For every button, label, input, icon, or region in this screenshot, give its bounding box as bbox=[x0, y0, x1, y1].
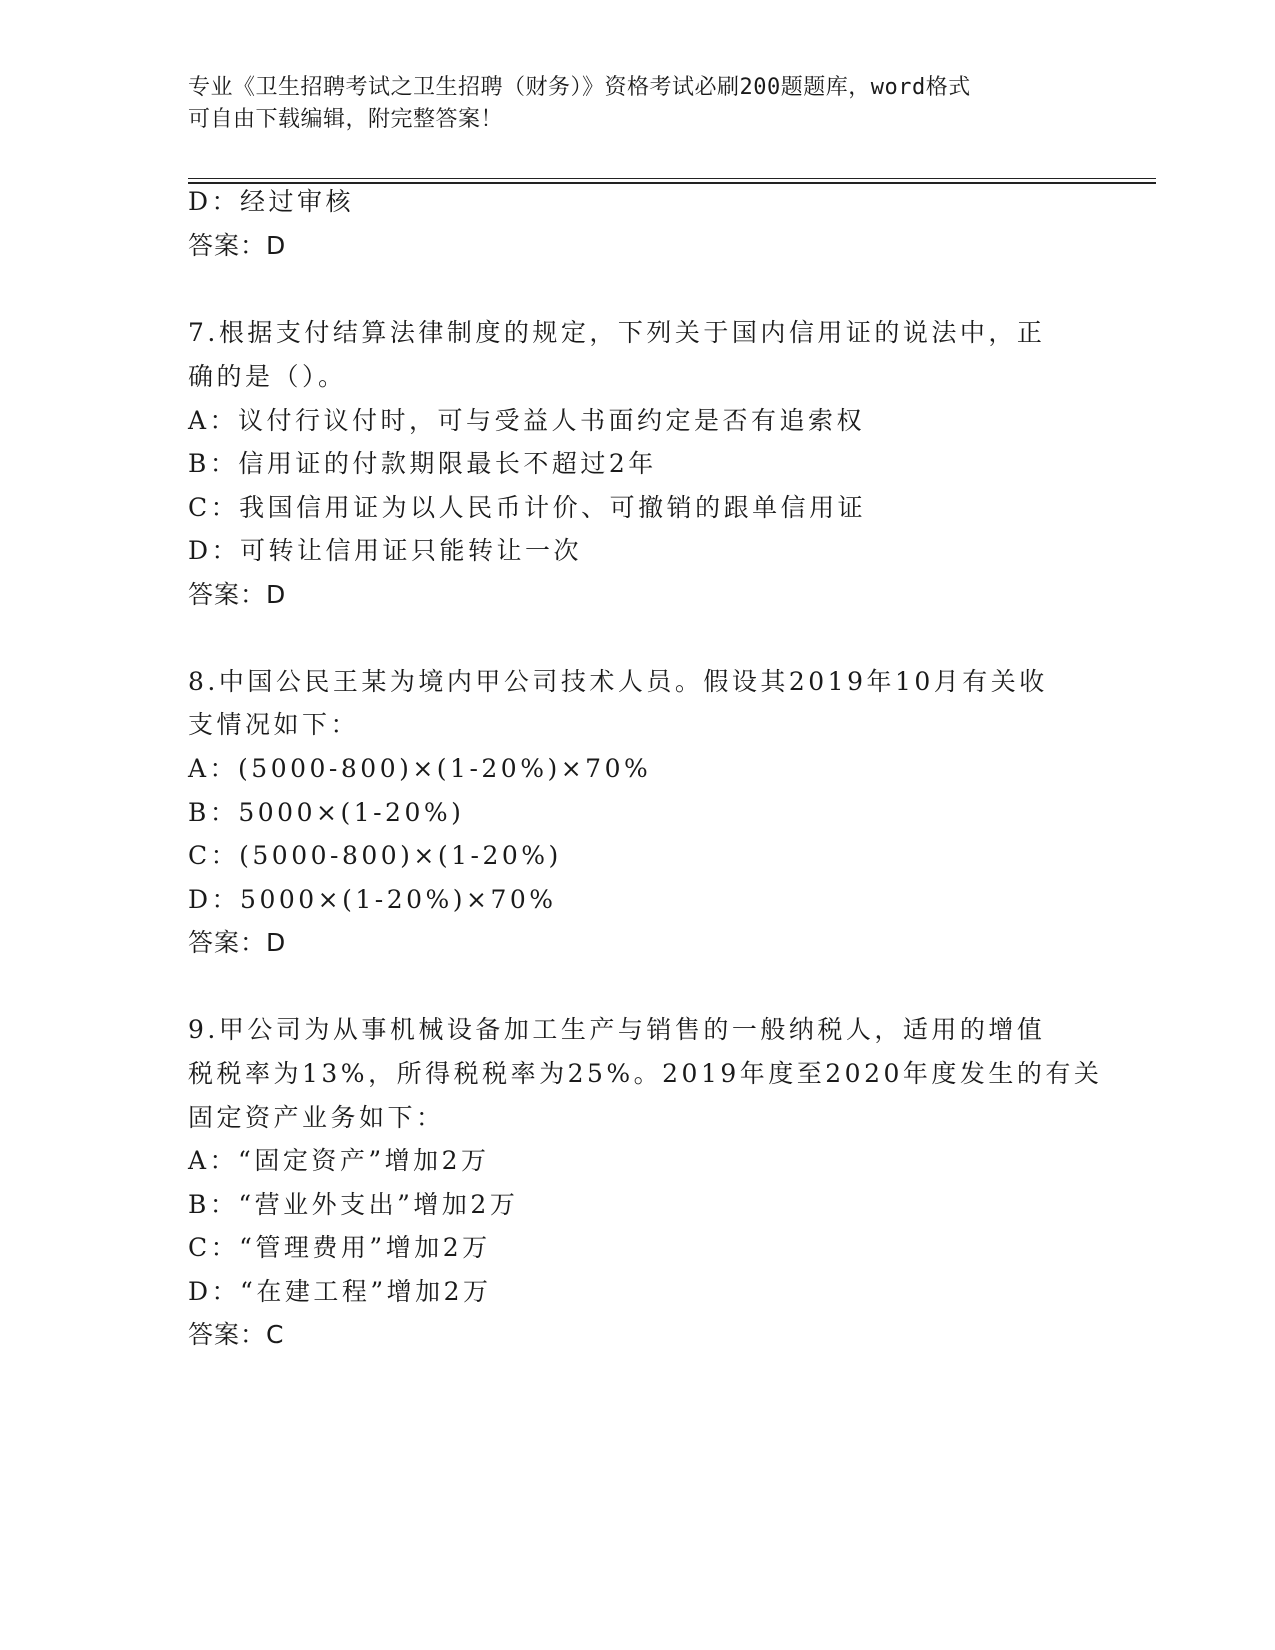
page-header bbox=[188, 72, 1068, 136]
q8-stem-line-2: 支情况如下： bbox=[188, 710, 360, 739]
q7-stem-line-1: 7.根据支付结算法律制度的规定，下列关于国内信用证的说法中，正 bbox=[188, 318, 1046, 347]
q9-option-c: C：“管理费用”增加2万 bbox=[188, 1233, 491, 1262]
q7-option-c: C：我国信用证为以人民币计价、可撤销的跟单信用证 bbox=[188, 493, 867, 522]
header-title-line-2: 可自由下载编辑，附完整答案！ bbox=[188, 107, 504, 132]
q8-option-d: D：5000×(1-20%)×70% bbox=[188, 885, 557, 914]
q7-option-a: A：议付行议付时，可与受益人书面约定是否有追索权 bbox=[188, 406, 866, 435]
q9-stem-line-2: 税税率为13%，所得税税率为25%。2019年度至2020年度发生的有关 bbox=[188, 1059, 1103, 1088]
q9-stem-line-1: 9.甲公司为从事机械设备加工生产与销售的一般纳税人，适用的增值 bbox=[188, 1015, 1046, 1044]
q9-answer: 答案：C bbox=[188, 1320, 285, 1349]
q9-stem-line-3: 固定资产业务如下： bbox=[188, 1103, 445, 1132]
q8-option-c: C：(5000-800)×(1-20%) bbox=[188, 841, 562, 870]
q9-option-d: D：“在建工程”增加2万 bbox=[188, 1277, 492, 1306]
q9-option-b: B：“营业外支出”增加2万 bbox=[188, 1190, 519, 1219]
q8-option-b: B：5000×(1-20%) bbox=[188, 798, 465, 827]
header-title-line-1: 专业《卫生招聘考试之卫生招聘（财务）》资格考试必刷200题题库，word格式 bbox=[188, 75, 971, 100]
q7-option-d: D：可转让信用证只能转让一次 bbox=[188, 536, 583, 565]
q8-option-a: A：(5000-800)×(1-20%)×70% bbox=[188, 754, 652, 783]
q7-stem-line-2: 确的是（）。 bbox=[188, 362, 347, 391]
header-divider-thin bbox=[188, 178, 1156, 179]
q7-answer: 答案：D bbox=[188, 580, 287, 609]
prev-option-d: D：经过审核 bbox=[188, 187, 355, 216]
q9-option-a: A：“固定资产”增加2万 bbox=[188, 1146, 490, 1175]
q8-answer: 答案：D bbox=[188, 928, 287, 957]
q8-stem-line-1: 8.中国公民王某为境内甲公司技术人员。假设其2019年10月有关收 bbox=[188, 667, 1048, 696]
header-divider-thick bbox=[188, 182, 1156, 184]
q7-option-b: B：信用证的付款期限最长不超过2年 bbox=[188, 449, 657, 478]
prev-answer: 答案：D bbox=[188, 231, 287, 260]
